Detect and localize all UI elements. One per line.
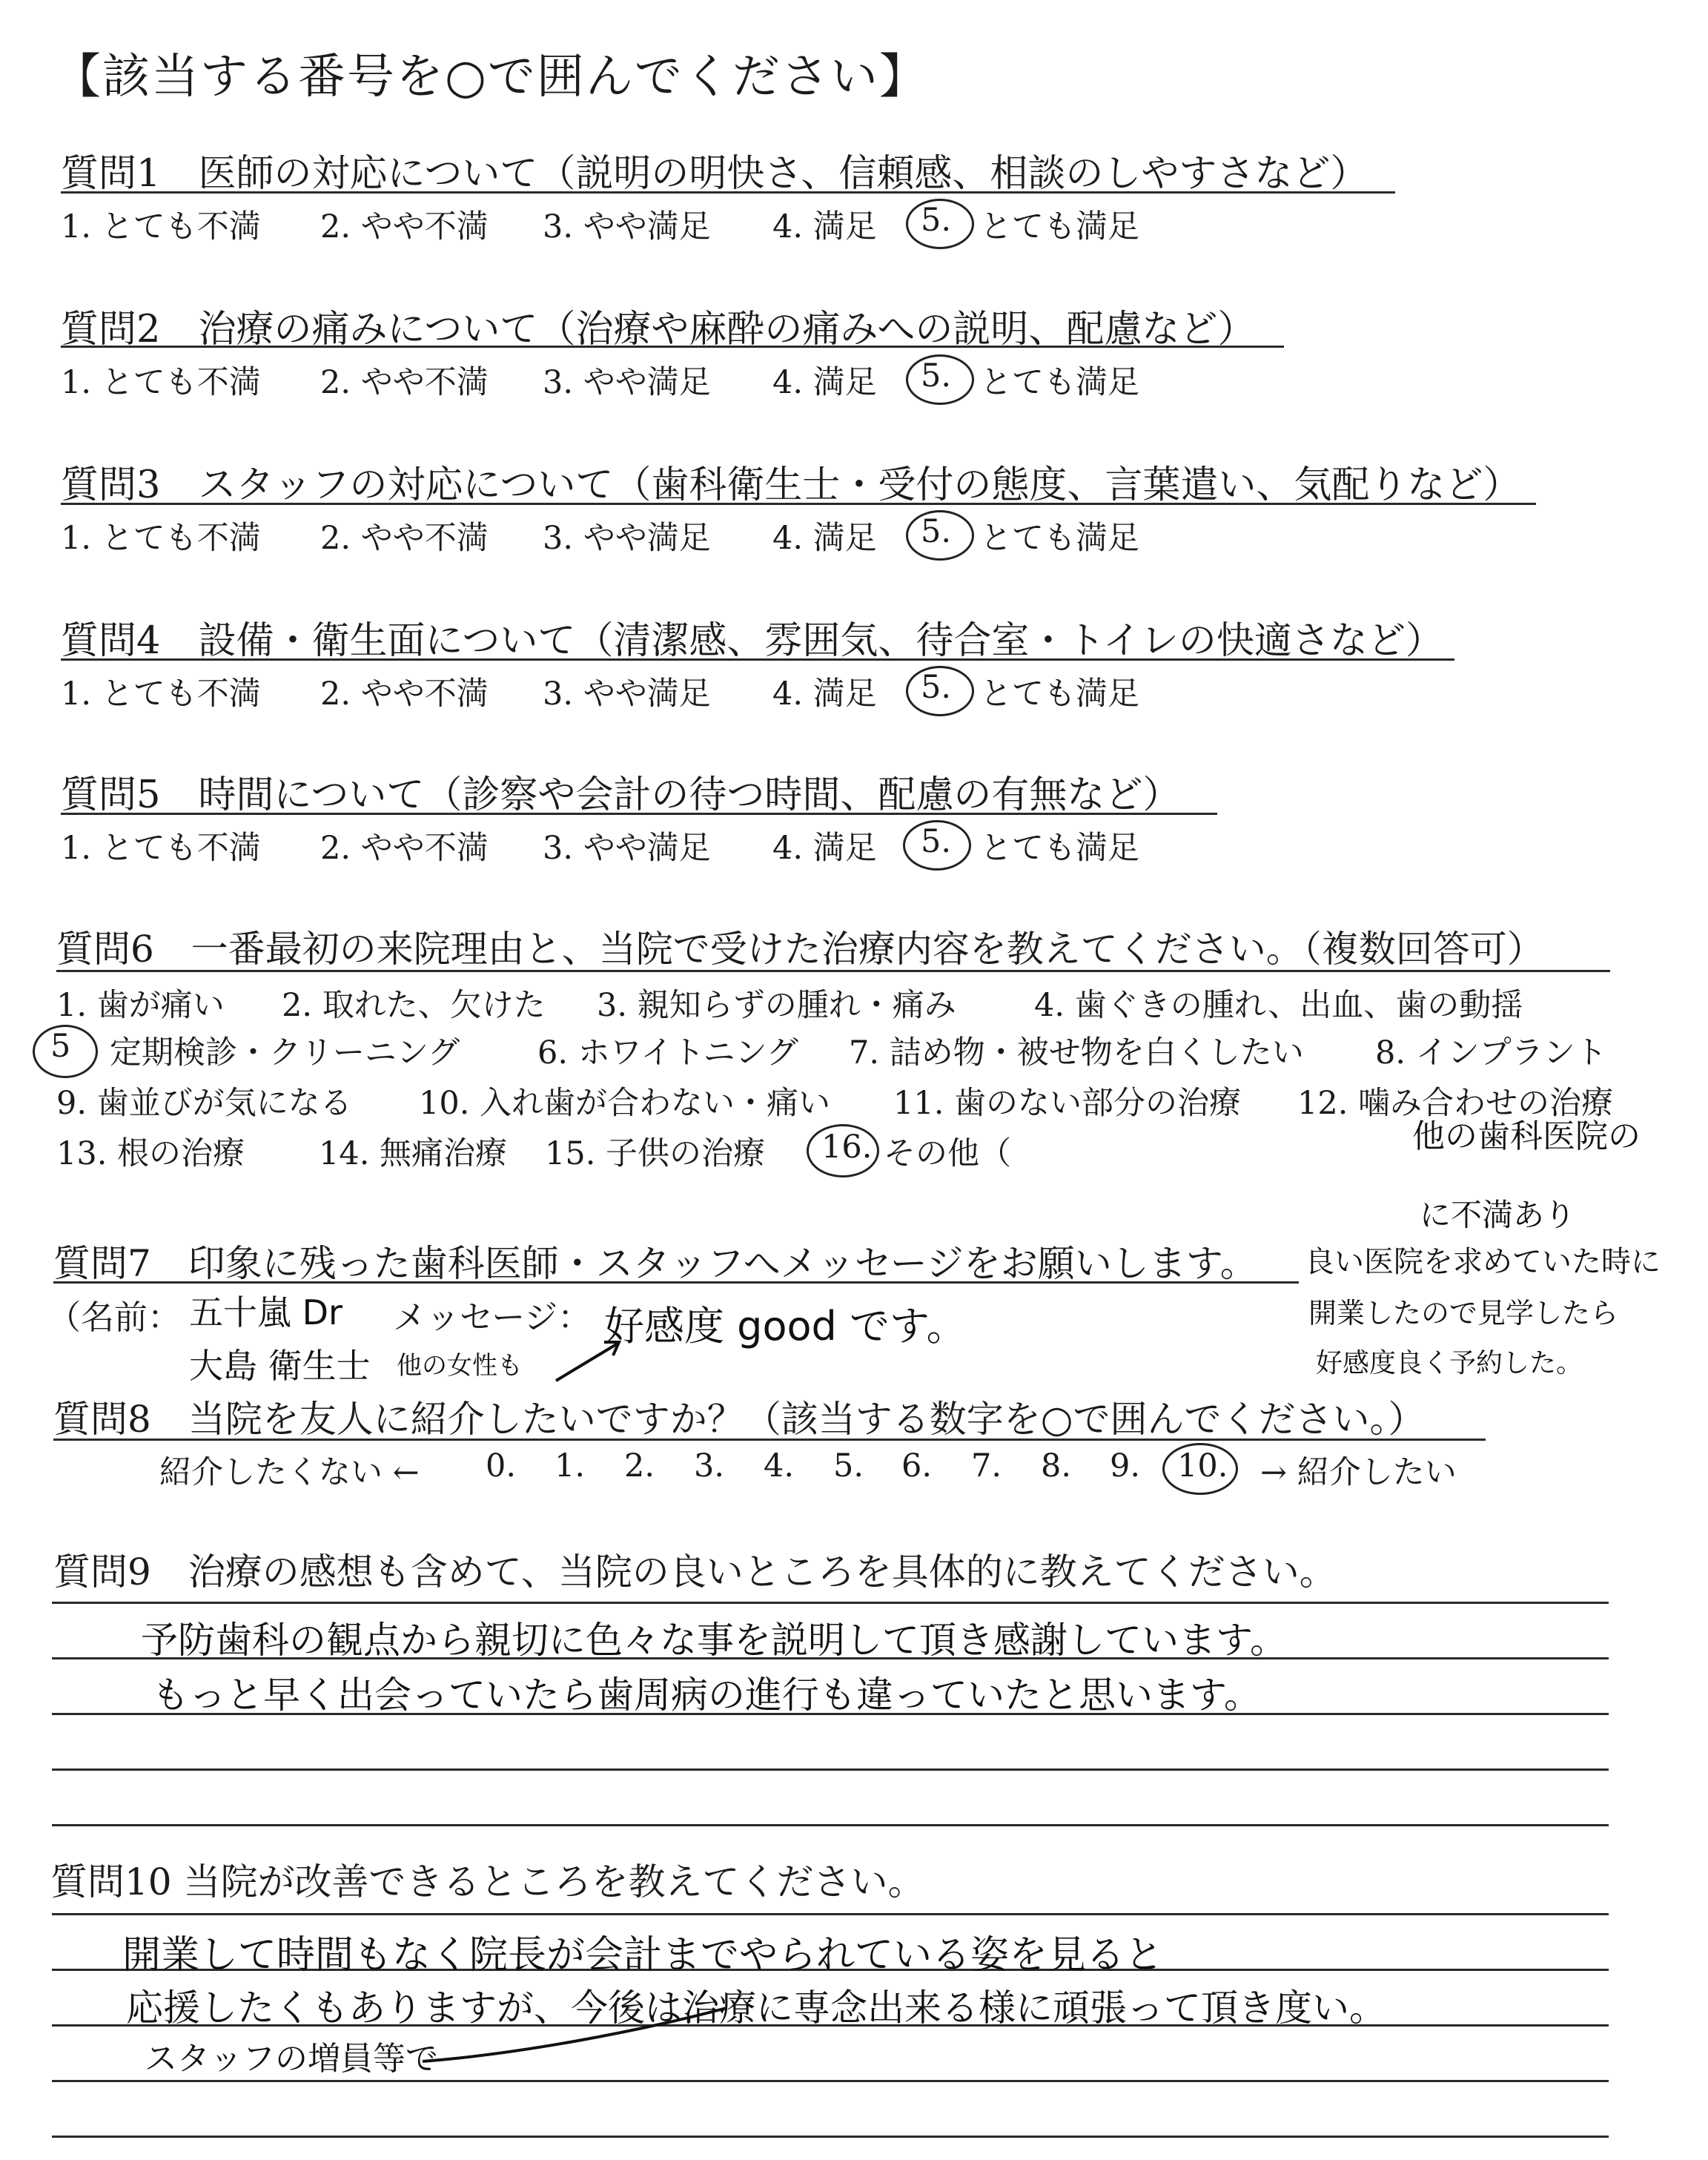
q8-scale-0[interactable]: 0. bbox=[486, 1447, 517, 1484]
q1-choice-4[interactable]: 4. 満足 bbox=[772, 208, 877, 245]
q8-scale-2[interactable]: 2. bbox=[624, 1447, 655, 1484]
q3-title: 質問3 スタッフの対応について（歯科衛生士・受付の態度、言葉遣い、気配りなど） bbox=[61, 463, 1521, 507]
q1-choice-3[interactable]: 3. やや満足 bbox=[543, 208, 711, 245]
q5-underline bbox=[61, 813, 1217, 815]
q1-title: 質問1 医師の対応について（説明の明快さ、信頼感、相談のしやすさなど） bbox=[61, 152, 1368, 196]
q2-choice-4[interactable]: 4. 満足 bbox=[772, 364, 877, 401]
q8-scale-7[interactable]: 7. bbox=[971, 1447, 1002, 1484]
q10-writeline-4 bbox=[52, 2080, 1609, 2082]
q1-choice-2[interactable]: 2. やや不満 bbox=[320, 208, 489, 245]
q3-choice-3[interactable]: 3. やや満足 bbox=[543, 520, 711, 557]
q6-other-hand-3: 良い医院を求めていた時に bbox=[1305, 1245, 1661, 1279]
q10-writeline-1 bbox=[52, 1913, 1609, 1915]
q6-other-hand-4: 開業したので見学したら bbox=[1308, 1297, 1619, 1330]
q3-selected-circle bbox=[906, 510, 974, 561]
q5-choice-5-label: とても満足 bbox=[980, 830, 1139, 867]
q6-option-14[interactable]: 14. 無痛治療 bbox=[319, 1135, 508, 1172]
q8-scale-6[interactable]: 6. bbox=[901, 1447, 933, 1484]
q5-choice-3[interactable]: 3. やや満足 bbox=[543, 830, 711, 867]
q9-hand-line-1: 予防歯科の観点から親切に色々な事を説明して頂き感謝しています。 bbox=[141, 1619, 1287, 1662]
q4-choice-5-label: とても満足 bbox=[980, 676, 1139, 713]
q6-other-hand-5: 好感度良く予約した。 bbox=[1316, 1348, 1583, 1378]
q6-option-15[interactable]: 15. 子供の治療 bbox=[545, 1135, 766, 1172]
q8-right-label: → 紹介したい bbox=[1260, 1454, 1457, 1491]
q5-choice-1[interactable]: 1. とても不満 bbox=[61, 830, 261, 867]
q2-choice-3[interactable]: 3. やや満足 bbox=[543, 364, 711, 401]
q3-choice-5[interactable]: 5. bbox=[921, 513, 952, 550]
q3-choice-1[interactable]: 1. とても不満 bbox=[61, 520, 261, 557]
q10-title: 質問10 当院が改善できるところを教えてください。 bbox=[50, 1860, 925, 1903]
q1-choice-5[interactable]: 5. bbox=[921, 202, 952, 239]
q10-hand-line-2: 応援したくもありますが、今後は治療に専念出来る様に頑張って頂き度い。 bbox=[126, 1986, 1386, 2029]
q10-hand-line-3: スタッフの増員等で bbox=[145, 2040, 438, 2078]
q7-hand-name-2: 大島 衛生士 bbox=[189, 1346, 371, 1386]
q6-option-7[interactable]: 7. 詰め物・被せ物を白くしたい bbox=[849, 1034, 1304, 1071]
q8-scale-8[interactable]: 8. bbox=[1041, 1447, 1072, 1484]
q3-choice-2[interactable]: 2. やや不満 bbox=[320, 520, 489, 557]
q3-choice-4[interactable]: 4. 満足 bbox=[772, 520, 877, 557]
q7-hand-note: 他の女性も bbox=[397, 1351, 523, 1381]
q8-selected-circle bbox=[1162, 1443, 1238, 1495]
q7-message-label: メッセージ： bbox=[393, 1298, 592, 1337]
q4-choice-5[interactable]: 5. bbox=[921, 669, 952, 706]
q8-left-label: 紹介したくない ← bbox=[159, 1454, 420, 1491]
q6-option-9[interactable]: 9. 歯並びが気になる bbox=[56, 1085, 352, 1122]
q6-option-2[interactable]: 2. 取れた、欠けた bbox=[282, 987, 546, 1024]
q8-scale-3[interactable]: 3. bbox=[694, 1447, 725, 1484]
q6-option-16-label[interactable]: その他（ bbox=[884, 1135, 1011, 1172]
q8-title: 質問8 当院を友人に紹介したいですか？（該当する数字を○で囲んでください。） bbox=[53, 1398, 1426, 1441]
q6-option-10[interactable]: 10. 入れ歯が合わない・痛い bbox=[419, 1085, 831, 1122]
q7-hand-message: 好感度 good です。 bbox=[604, 1303, 967, 1350]
q5-choice-2[interactable]: 2. やや不満 bbox=[320, 830, 489, 867]
q10-writeline-5 bbox=[52, 2136, 1609, 2138]
q6-option-3[interactable]: 3. 親知らずの腫れ・痛み bbox=[597, 987, 956, 1024]
q9-writeline-1 bbox=[52, 1602, 1609, 1604]
q2-title: 質問2 治療の痛みについて（治療や麻酔の痛みへの説明、配慮など） bbox=[61, 308, 1256, 351]
q5-choice-5[interactable]: 5. bbox=[921, 823, 952, 860]
q4-choice-1[interactable]: 1. とても不満 bbox=[61, 676, 261, 713]
q9-title: 質問9 治療の感想も含めて、当院の良いところを具体的に教えてください。 bbox=[53, 1550, 1337, 1593]
q6-option-4[interactable]: 4. 歯ぐきの腫れ、出血、歯の動揺 bbox=[1034, 987, 1523, 1024]
q9-writeline-5 bbox=[52, 1824, 1609, 1826]
q5-title: 質問5 時間について（診察や会計の待つ時間、配慮の有無など） bbox=[61, 773, 1181, 817]
q4-title: 質問4 設備・衛生面について（清潔感、雰囲気、待合室・トイレの快適さなど） bbox=[61, 619, 1443, 663]
q2-choice-1[interactable]: 1. とても不満 bbox=[61, 364, 261, 401]
q1-choice-1[interactable]: 1. とても不満 bbox=[61, 208, 261, 245]
q6-other-hand-1: 他の歯科医院の bbox=[1412, 1117, 1641, 1155]
q4-underline bbox=[61, 658, 1454, 661]
q2-selected-circle bbox=[906, 354, 974, 405]
q3-choice-5-label: とても満足 bbox=[980, 520, 1139, 557]
q6-option-5-circle bbox=[33, 1025, 98, 1078]
q6-option-6[interactable]: 6. ホワイトニング bbox=[537, 1034, 798, 1071]
q7-hand-name-1: 五十嵐 Dr bbox=[189, 1292, 342, 1332]
q2-choice-2[interactable]: 2. やや不満 bbox=[320, 364, 489, 401]
q8-underline bbox=[53, 1439, 1486, 1441]
q10-hand-line-1: 開業して時間もなく院長が会計までやられている姿を見ると bbox=[122, 1933, 1164, 1978]
q6-option-16-circle bbox=[807, 1124, 879, 1178]
q10-hand-insert-arrow bbox=[415, 2002, 741, 2069]
q6-option-16-number[interactable]: 16. bbox=[821, 1129, 873, 1166]
q8-scale-1[interactable]: 1. bbox=[555, 1447, 586, 1484]
q5-choice-4[interactable]: 4. 満足 bbox=[772, 830, 877, 867]
q5-selected-circle bbox=[903, 820, 971, 871]
q1-underline bbox=[61, 191, 1395, 194]
q2-choice-5-label: とても満足 bbox=[980, 364, 1139, 401]
q6-option-5-number[interactable]: 5 bbox=[50, 1028, 71, 1065]
q6-title: 質問6 一番最初の来院理由と、当院で受けた治療内容を教えてください。（複数回答可） bbox=[56, 928, 1544, 971]
q6-option-11[interactable]: 11. 歯のない部分の治療 bbox=[893, 1085, 1242, 1122]
q3-underline bbox=[61, 503, 1536, 505]
q6-option-8[interactable]: 8. インプラント bbox=[1375, 1034, 1607, 1071]
page-header: 【該当する番号を○で囲んでください】 bbox=[53, 50, 928, 105]
q8-scale-10[interactable]: 10. bbox=[1177, 1447, 1228, 1484]
q1-choice-5-label: とても満足 bbox=[980, 208, 1139, 245]
q9-hand-line-2: もっと早く出会っていたら歯周病の進行も違っていたと思います。 bbox=[152, 1674, 1261, 1717]
q8-scale-4[interactable]: 4. bbox=[764, 1447, 795, 1484]
q4-choice-3[interactable]: 3. やや満足 bbox=[543, 676, 711, 713]
q6-underline bbox=[56, 970, 1610, 972]
q9-writeline-4 bbox=[52, 1768, 1609, 1771]
q4-choice-4[interactable]: 4. 満足 bbox=[772, 676, 877, 713]
q6-option-5[interactable]: 定期検診・クリーニング bbox=[110, 1034, 460, 1071]
q6-option-13[interactable]: 13. 根の治療 bbox=[56, 1135, 245, 1172]
q4-choice-2[interactable]: 2. やや不満 bbox=[320, 676, 489, 713]
q7-title: 質問7 印象に残った歯科医師・スタッフへメッセージをお願いします。 bbox=[53, 1242, 1257, 1285]
q7-hand-arrow bbox=[552, 1335, 626, 1387]
q6-option-12[interactable]: 12. 噛み合わせの治療 bbox=[1297, 1085, 1614, 1122]
q2-underline bbox=[61, 346, 1284, 348]
q7-name-label: （名前： bbox=[47, 1298, 182, 1337]
q6-option-1[interactable]: 1. 歯が痛い bbox=[56, 987, 225, 1024]
q4-selected-circle bbox=[906, 666, 974, 716]
q6-other-hand-2: に不満あり bbox=[1420, 1197, 1576, 1233]
q8-scale-5[interactable]: 5. bbox=[833, 1447, 864, 1484]
q2-choice-5[interactable]: 5. bbox=[921, 357, 952, 394]
q1-selected-circle bbox=[906, 199, 974, 249]
q8-scale-9[interactable]: 9. bbox=[1110, 1447, 1141, 1484]
q7-underline bbox=[53, 1281, 1299, 1284]
